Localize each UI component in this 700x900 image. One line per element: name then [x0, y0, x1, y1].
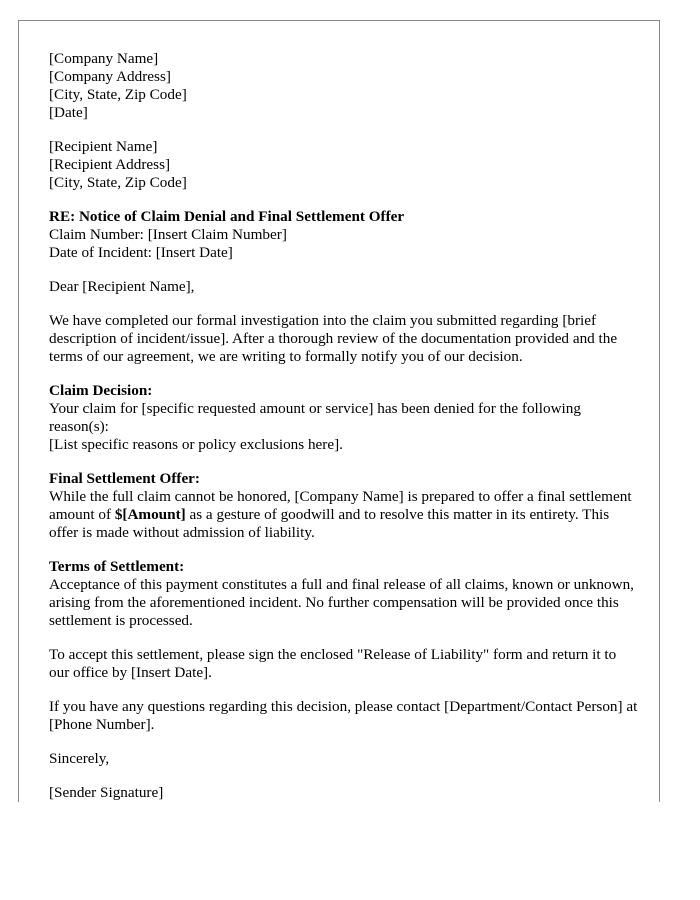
- accept-instructions: To accept this settlement, please sign the enclosed "Release of Liability" form and return it to our office by [Insert Date].: [49, 646, 617, 681]
- final-offer-text-before: While the full claim cannot be honored, [Company Name] is prepared to offer a final settlement amount of: [49, 488, 632, 523]
- letter-body: [49, 50, 639, 802]
- intro-paragraph: We have completed our formal investigation into the claim you submitted regarding [brief description of incident/issue]. After a thorough review of the documentation provided and the terms of our agreement, we are writing to formally notify you of our decision.: [49, 312, 618, 365]
- date-of-incident: Date of Incident: [Insert Date]: [49, 244, 233, 261]
- letter-date: [Date]: [49, 104, 88, 121]
- settlement-amount: $[Amount]: [114, 506, 186, 523]
- terms-text: Acceptance of this payment constitutes a full and final release of all claims, known or unknown, arising from the aforementioned incident. No further compensation will be provided once this settlement is processed.: [49, 576, 634, 629]
- final-offer-text: [49, 488, 639, 542]
- subject-line: RE: Notice of Claim Denial and Final Settlement Offer: [49, 208, 405, 225]
- final-offer-heading: Final Settlement Offer:: [49, 470, 200, 487]
- recipient-name: [Recipient Name]: [49, 138, 158, 155]
- sender-block: [49, 50, 639, 122]
- closing: Sincerely,: [49, 750, 110, 767]
- letter-page: [18, 20, 660, 802]
- recipient-block: [49, 138, 639, 192]
- company-name: [Company Name]: [49, 50, 159, 67]
- signature: [Sender Signature]: [49, 784, 164, 801]
- claim-decision-heading: Claim Decision:: [49, 382, 153, 399]
- claim-decision-section: [49, 382, 639, 454]
- company-address: [Company Address]: [49, 68, 171, 85]
- final-offer-text-after: as a gesture of goodwill and to resolve this matter in its entirety. This offer is made without admission of liability.: [49, 506, 610, 541]
- final-offer-section: [49, 470, 639, 542]
- terms-section: [49, 558, 639, 630]
- recipient-address: [Recipient Address]: [49, 156, 171, 173]
- recipient-city-state-zip: [City, State, Zip Code]: [49, 174, 187, 191]
- claim-decision-text: Your claim for [specific requested amount or service] has been denied for the following reason(s):: [49, 400, 581, 435]
- questions-paragraph: If you have any questions regarding this decision, please contact [Department/Contact Person] at [Phone Number].: [49, 698, 638, 733]
- salutation: Dear [Recipient Name],: [49, 278, 195, 295]
- subject-block: [49, 208, 639, 262]
- claim-number: Claim Number: [Insert Claim Number]: [49, 226, 287, 243]
- terms-heading: Terms of Settlement:: [49, 558, 185, 575]
- company-city-state-zip: [City, State, Zip Code]: [49, 86, 187, 103]
- claim-decision-reasons: [List specific reasons or policy exclusions here].: [49, 436, 343, 453]
